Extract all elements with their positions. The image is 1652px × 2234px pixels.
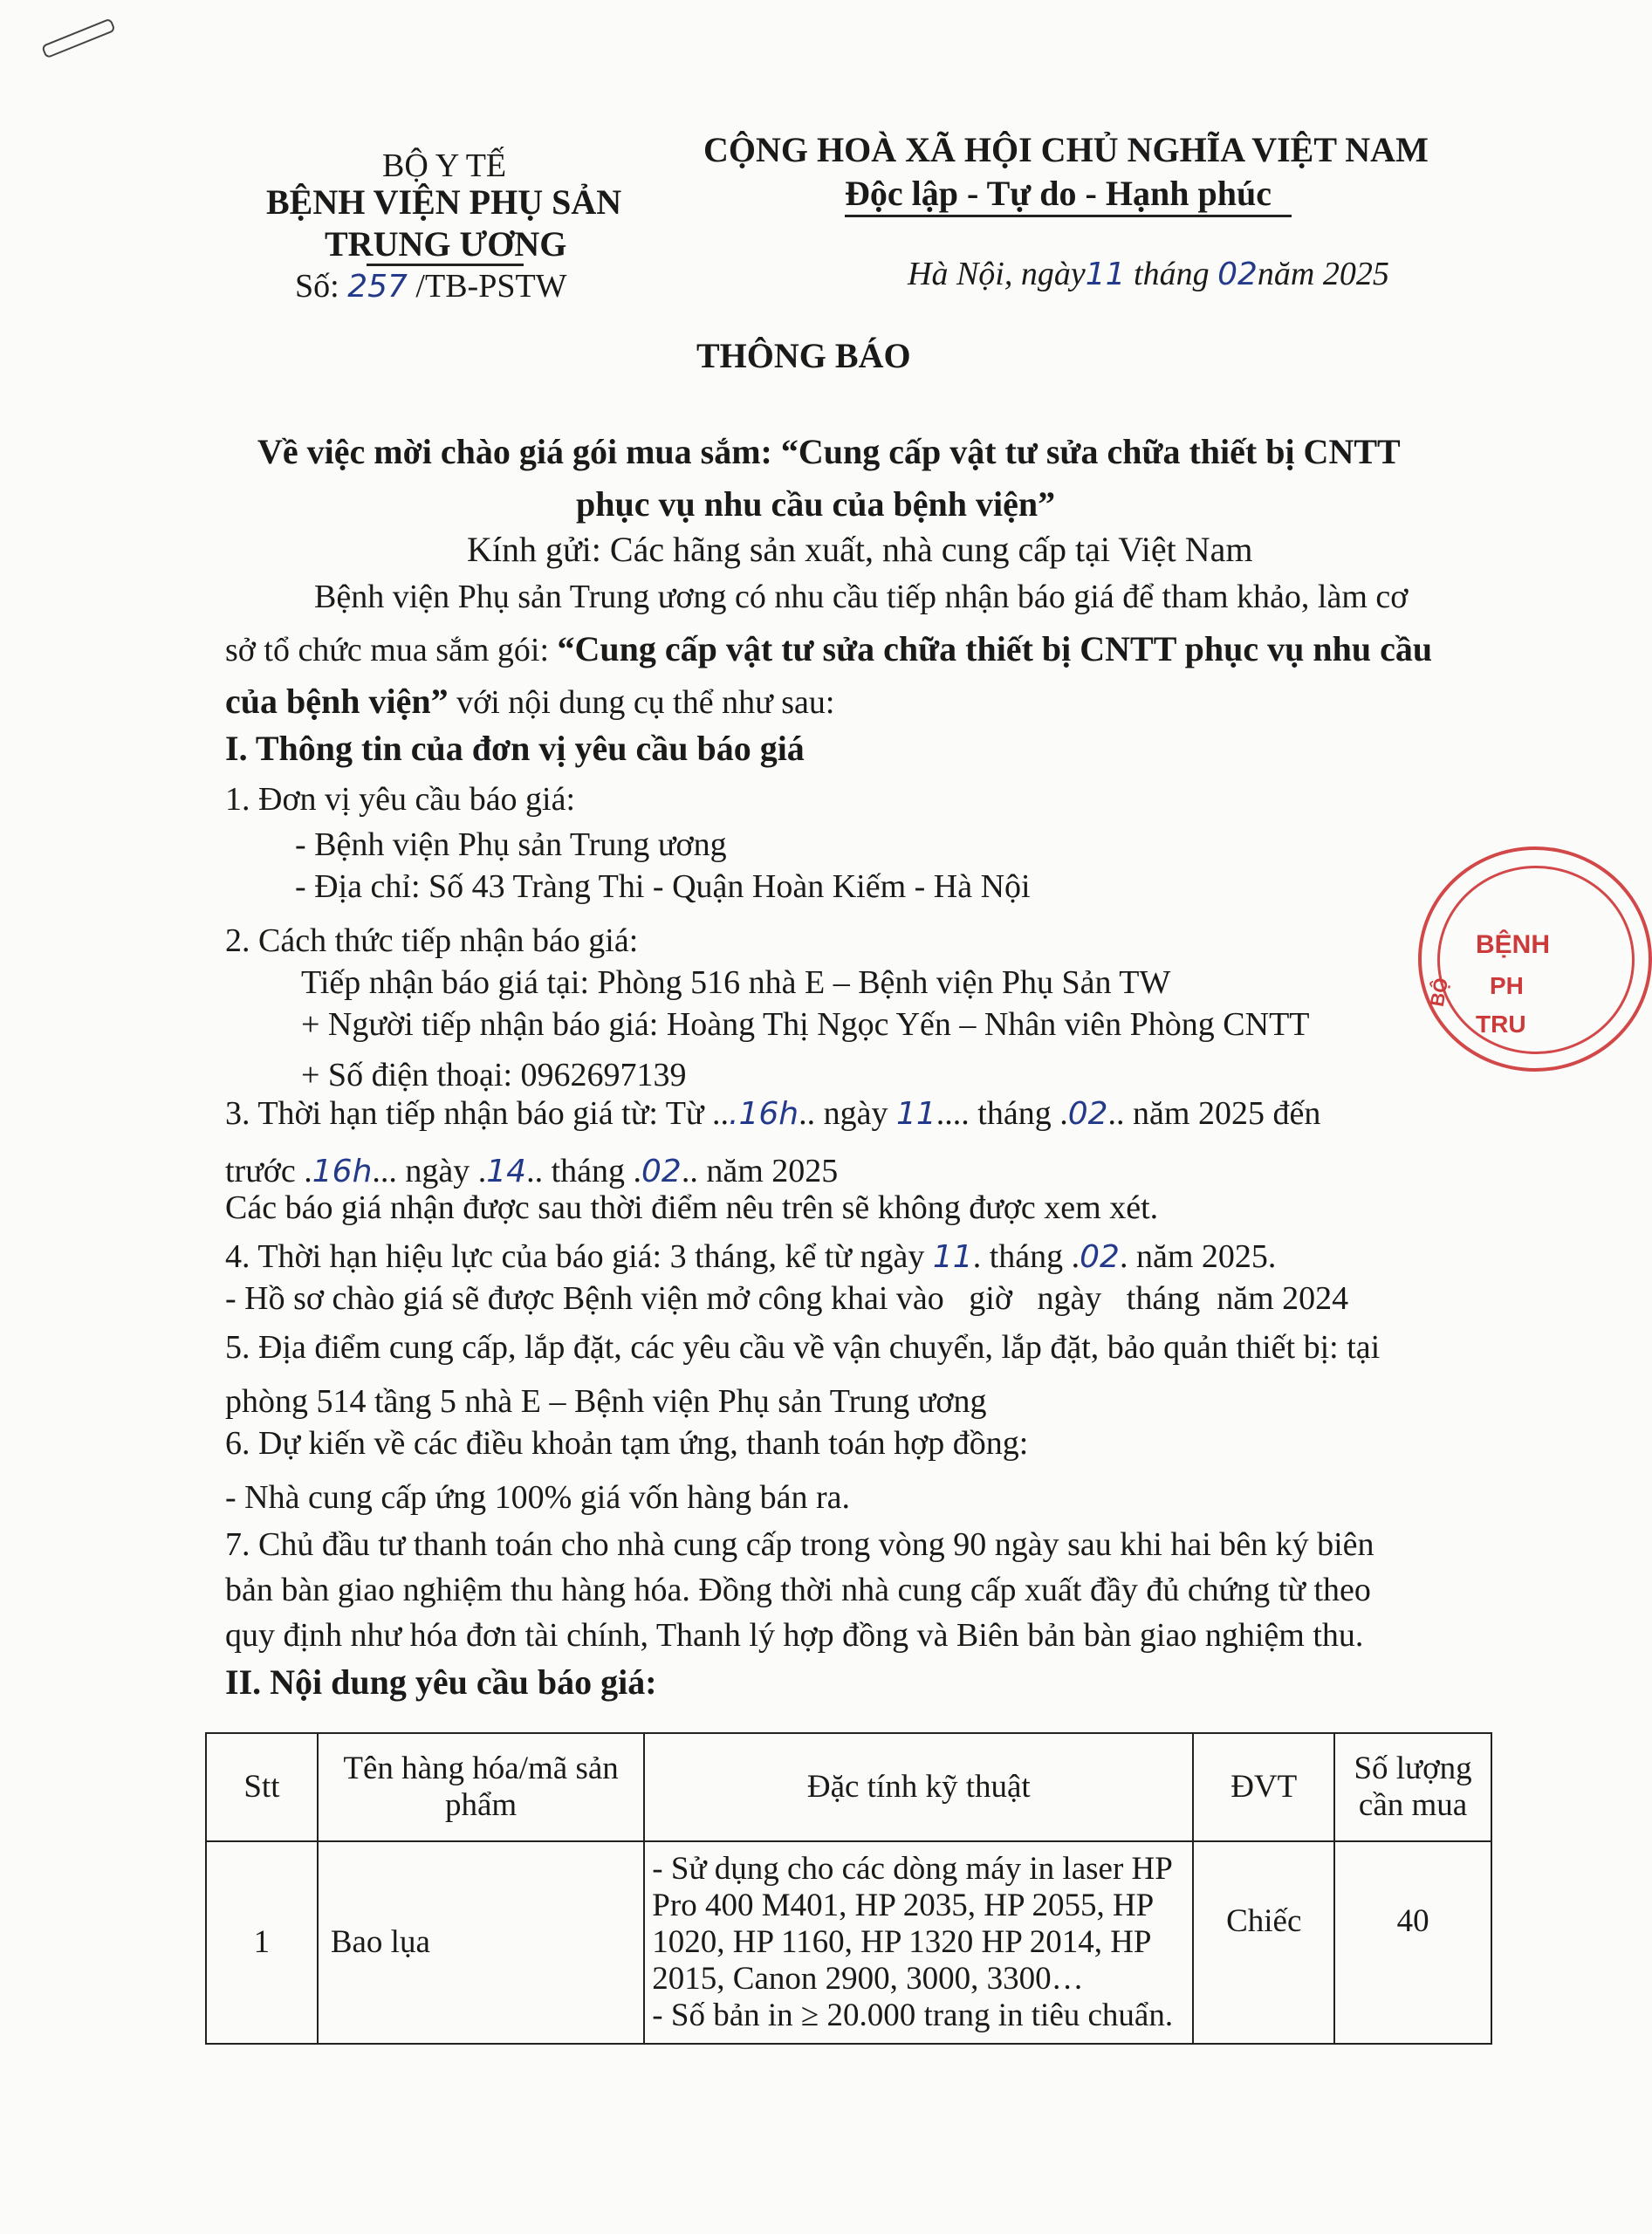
item-4-month: 02 <box>1080 1239 1120 1275</box>
item-2: 2. Cách thức tiếp nhận báo giá: <box>225 922 639 959</box>
item-3-text-d: .. năm 2025 đến <box>1107 1095 1321 1132</box>
header-quantity: Số lượng cần mua <box>1334 1733 1491 1841</box>
intro-line2-text: sở tổ chức mua sắm gói: <box>225 632 558 668</box>
item-5-line1: 5. Địa điểm cung cấp, lắp đặt, các yêu cầu về vận chuyển, lắp đặt, bảo quản thiết bị: tại <box>225 1329 1381 1366</box>
intro-line3-text: với nội dung cụ thể như sau: <box>448 684 835 721</box>
date-month-label: tháng <box>1134 256 1210 292</box>
item-3-hour-from: .16h <box>729 1096 799 1132</box>
item-5-line2: phòng 514 tầng 5 nhà E – Bệnh viện Phụ sản Trung ương <box>225 1383 987 1420</box>
stamp-line3: TRU <box>1476 1011 1526 1038</box>
spec-compatibility: - Sử dụng cho các dòng máy in laser HP Pro 400 M401, HP 2035, HP 2055, HP 1020, HP 1160, HP 1320 HP 2014, HP 2015, Canon 2900, 3000, 3300… <box>652 1851 1172 1997</box>
item-4-day: 11 <box>932 1239 973 1275</box>
item-3-day-to: 14 <box>486 1154 527 1189</box>
item-4-text-a: 4. Thời hạn hiệu lực của báo giá: 3 tháng, kể từ ngày <box>225 1238 933 1275</box>
section-2-heading: II. Nội dung yêu cầu báo giá: <box>225 1662 657 1702</box>
document-title: THÔNG BÁO <box>696 336 911 375</box>
item-3-line1 <box>225 1094 1320 1133</box>
item-3-text-g: .. tháng . <box>526 1153 642 1189</box>
motto-underline <box>845 215 1292 217</box>
item-3-text-b: .. ngày <box>799 1095 896 1132</box>
item-2c: + Số điện thoại: 0962697139 <box>301 1057 687 1093</box>
item-3-line2 <box>225 1152 838 1190</box>
spec-page-yield: - Số bản in ≥ 20.000 trang in tiêu chuẩn. <box>652 1998 1174 2033</box>
intro-line2-package: “Cung cấp vật tư sửa chữa thiết bị CNTT phục vụ nhu cầu <box>557 629 1433 668</box>
table-header-row <box>206 1733 1491 1841</box>
item-3-hour-to: 16h <box>312 1154 373 1189</box>
date-label: Hà Nội, ngày <box>908 256 1086 292</box>
intro-line3-package: của bệnh viện” <box>225 682 449 721</box>
row-specification <box>644 1841 1193 2044</box>
nation-motto: Độc lập - Tự do - Hạnh phúc <box>845 174 1272 213</box>
row-product-name: Bao lụa <box>318 1841 644 2044</box>
header-specification: Đặc tính kỹ thuật <box>644 1733 1193 1841</box>
header-stt: Stt <box>206 1733 318 1841</box>
table-row <box>206 1841 1491 2044</box>
intro-line1: Bệnh viện Phụ sản Trung ương có nhu cầu tiếp nhận báo giá để tham khảo, làm cơ <box>314 579 1409 615</box>
item-3-text-c: .... tháng . <box>936 1095 1068 1132</box>
item-4-note: - Hồ sơ chào giá sẽ được Bệnh viện mở công khai vào giờ ngày tháng năm 2024 <box>225 1280 1349 1317</box>
number-handwritten: 257 <box>347 269 408 305</box>
section-1-heading: I. Thông tin của đơn vị yêu cầu báo giá <box>225 729 805 768</box>
item-6: 6. Dự kiến về các điều khoản tạm ứng, thanh toán hợp đồng: <box>225 1425 1029 1462</box>
header-unit: ĐVT <box>1193 1733 1334 1841</box>
item-4 <box>225 1237 1276 1276</box>
item-3-text-h: .. năm 2025 <box>681 1153 839 1189</box>
item-3-note: Các báo giá nhận được sau thời điểm nêu trên sẽ không được xem xét. <box>225 1189 1159 1226</box>
row-quantity: 40 <box>1334 1841 1491 2044</box>
date-day-handwritten: 11 <box>1085 257 1126 292</box>
stamp-line2: PH <box>1490 972 1524 999</box>
item-1a: - Bệnh viện Phụ sản Trung ương <box>295 826 727 863</box>
item-3-text-f: ... ngày . <box>372 1153 487 1189</box>
pen-mark <box>41 17 116 58</box>
number-prefix: Số: <box>295 268 339 305</box>
item-2a: Tiếp nhận báo giá tại: Phòng 516 nhà E – Bệnh viện Phụ Sản TW <box>301 964 1171 1001</box>
number-suffix: /TB-PSTW <box>415 268 567 305</box>
row-stt: 1 <box>206 1841 318 2044</box>
hospital-name-line1: BỆNH VIỆN PHỤ SẢN <box>266 182 622 222</box>
ministry-name: BỘ Y TẾ <box>382 147 507 184</box>
date-year: năm 2025 <box>1257 256 1389 292</box>
item-3-month-from: 02 <box>1067 1096 1108 1132</box>
stamp-ring-text: BỘ <box>1425 976 1453 1009</box>
item-3-month-to: 02 <box>641 1154 682 1189</box>
intro-line3 <box>225 681 834 722</box>
document-number <box>295 267 567 305</box>
nation-title: CỘNG HOÀ XÃ HỘI CHỦ NGHĨA VIỆT NAM <box>703 130 1429 169</box>
item-3-text-e: trước . <box>225 1153 312 1189</box>
intro-line2 <box>225 628 1432 669</box>
item-3-day-from: 11 <box>895 1096 936 1132</box>
row-unit: Chiếc <box>1193 1841 1334 2044</box>
date-month-handwritten: 02 <box>1217 257 1258 292</box>
item-3-text-a: 3. Thời hạn tiếp nhận báo giá từ: Từ .. <box>225 1095 730 1132</box>
header-product-name: Tên hàng hóa/mã sản phẩm <box>318 1733 644 1841</box>
item-4-text-c: . năm 2025. <box>1119 1238 1277 1275</box>
item-4-text-b: . tháng . <box>972 1238 1080 1275</box>
item-1: 1. Đơn vị yêu cầu báo giá: <box>225 781 576 818</box>
item-6a: - Nhà cung cấp ứng 100% giá vốn hàng bán ra. <box>225 1479 850 1516</box>
stamp-line1: BỆNH <box>1476 930 1551 959</box>
item-7-line1: 7. Chủ đầu tư thanh toán cho nhà cung cấp trong vòng 90 ngày sau khi hai bên ký biên <box>225 1526 1374 1563</box>
item-1b: - Địa chỉ: Số 43 Tràng Thi - Quận Hoàn Kiếm - Hà Nội <box>295 868 1031 905</box>
request-table <box>205 1732 1492 2045</box>
addressee: Kính gửi: Các hãng sản xuất, nhà cung cấp tại Việt Nam <box>467 530 1253 569</box>
document-date <box>908 255 1389 293</box>
hospital-stamp <box>1418 846 1652 1072</box>
item-7-line3: quy định như hóa đơn tài chính, Thanh lý hợp đồng và Biên bản bàn giao nghiệm thu. <box>225 1617 1364 1654</box>
hospital-name-line2: TRUNG ƯƠNG <box>325 224 567 264</box>
subject-line2: phục vụ nhu cầu của bệnh viện” <box>576 484 1056 524</box>
subject-line1: Về việc mời chào giá gói mua sắm: “Cung cấp vật tư sửa chữa thiết bị CNTT <box>257 432 1401 471</box>
item-2b: + Người tiếp nhận báo giá: Hoàng Thị Ngọc Yến – Nhân viên Phòng CNTT <box>301 1006 1310 1043</box>
item-7-line2: bản bàn giao nghiệm thu hàng hóa. Đồng thời nhà cung cấp xuất đầy đủ chứng từ theo <box>225 1572 1371 1608</box>
hospital-underline <box>367 264 524 266</box>
